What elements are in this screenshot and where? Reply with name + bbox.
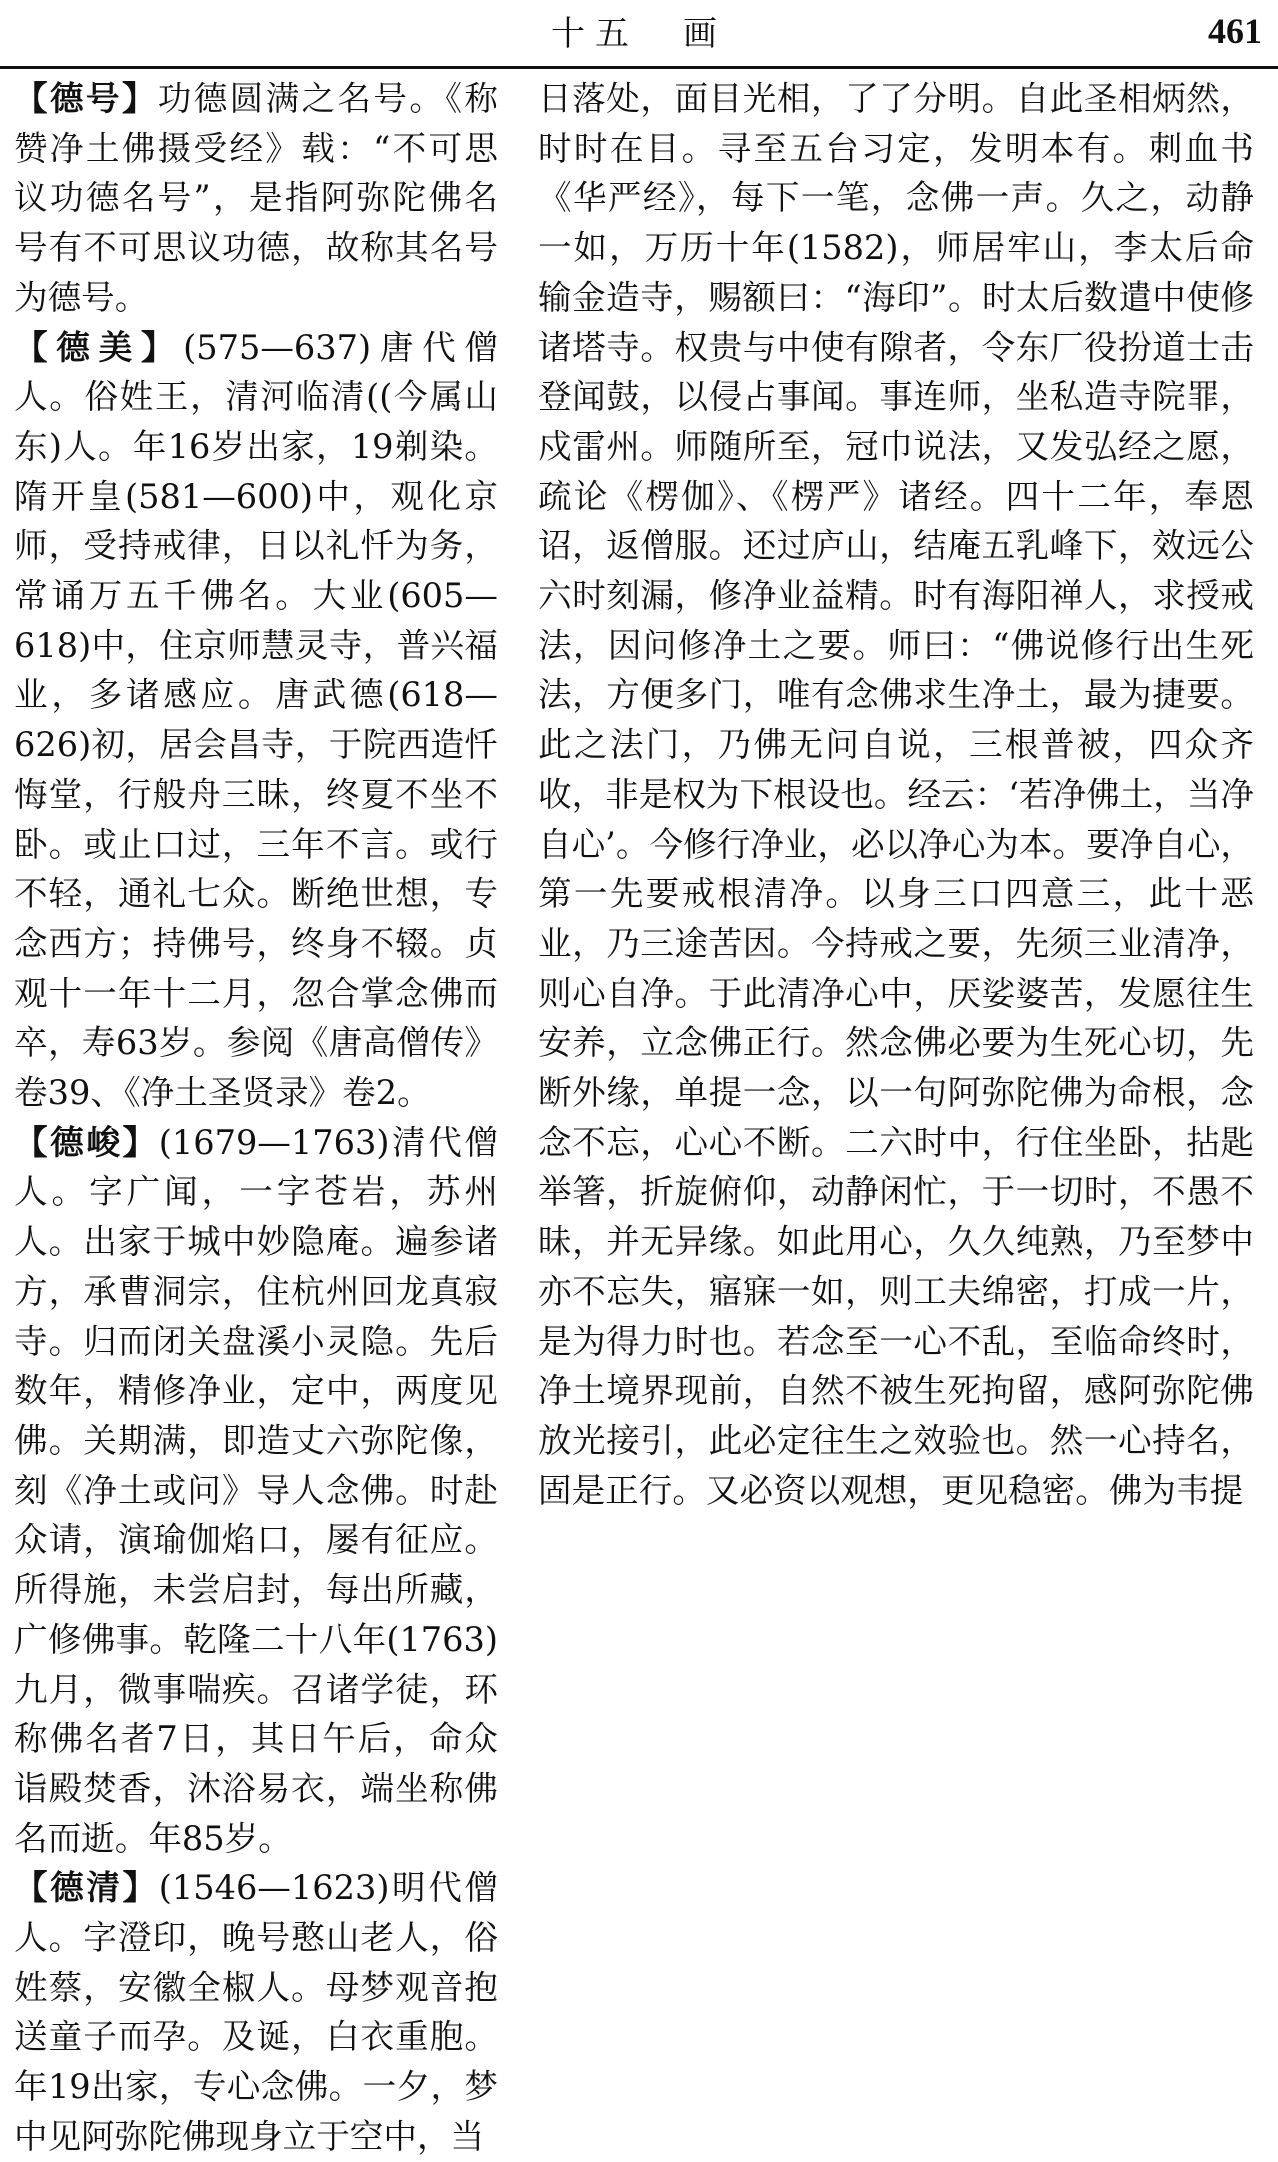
dictionary-entry-dehao bbox=[14, 74, 498, 323]
entry-continuation-deqing: 日落处，面目光相，了了分明。自此圣相炳然，时时在目。寻至五台习定，发明本有。刺血书《华严经》，每下一笔，念佛一声。久之，动静一如，万历十年(1582)，师居牢山，李太后命输金造寺，赐额曰：“海印”。时太后数遣中使修诸塔寺。权贵与中使有隙者，令东厂役扮道士击登闻鼓，以侵占事闻。事连师，坐私造寺院罪，戍雷州。师随所至，冠巾说法，又发弘经之愿，疏论《楞伽》、《楞严》诸经。四十二年，奉恩诏，返僧服。还过庐山，结庵五乳峰下，效远公六时刻漏，修净业益精。时有海阳禅人，求授戒法，因问修净土之要。师曰：“佛说修行出生死法，方便多门，唯有念佛求生净土，最为捷要。此之法门，乃佛无问自说，三根普被，四众齐收，非是权为下根设也。经云：‘若净佛土，当净自心’。今修行净业，必以净心为本。要净自心，第一先要戒根清净。以身三口四意三，此十恶业，乃三途苦因。今持戒之要，先须三业清净，则心自净。于此清净心中，厌娑婆苦，发愿往生安养，立念佛正行。然念佛必要为生死心切，先断外缘，单提一念，以一句阿弥陀佛为命根，念念不忘，心心不断。二六时中，行住坐卧，拈匙举箸，折旋俯仰，动静闲忙，于一切时，不愚不昧，并无异缘。如此用心，久久纯熟，乃至梦中亦不忘失，寤寐一如，则工夫绵密，打成一片，是为得力时也。若念至一心不乱，至临命终时，净土境界现前，自然不被生死拘留，感阿弥陀佛放光接引，此必定往生之效验也。然一心持名，固是正行。又必资以观想，更见稳密。佛为韦提 bbox=[538, 79, 1254, 1510]
dictionary-entry-dejun bbox=[14, 1118, 498, 1864]
dictionary-entry-demei bbox=[14, 323, 498, 1118]
entry-text: (575—637)唐代僧人。俗姓王，清河临清((今属山东)人。年16岁出家，19剃染。隋开皇(581—600)中，观化京师，受持戒律，日以礼忏为务，常诵万五千佛名。大业(605—618)中，住京师慧灵寺，普兴福业，多诸感应。唐武德(618—626)初，居会昌寺，于院西造忏悔堂，行般舟三昧，终夏不坐不卧。或止口过，三年不言。或行不轻，通礼七众。断绝世想，专念西方；持佛号，终身不辍。贞观十一年十二月，忽合掌念佛而卒，寿63岁。参阅《唐高僧传》卷39、《净土圣贤录》卷2。 bbox=[14, 327, 498, 1113]
entry-term: 【德清】 bbox=[14, 1867, 159, 1908]
entry-text: (1679—1763)清代僧人。字广闻，一字苍岩，苏州人。出家于城中妙隐庵。遍参诸方，承曹洞宗，住杭州回龙真寂寺。归而闭关盘溪小灵隐。先后数年，精修净业，定中，两度见佛。关期满，即造丈六弥陀像，刻《净土或问》导人念佛。时赴众请，演瑜伽焰口，屡有征应。所得施，未尝启封，每出所藏，广修佛事。乾隆二十八年(1763)九月，微事喘疾。召诸学徒，环称佛名者7日，其日午后，命众诣殿焚香，沐浴易衣，端坐称佛名而逝。年85岁。 bbox=[14, 1122, 498, 1858]
entry-term: 【德美】 bbox=[14, 326, 184, 367]
right-column bbox=[538, 74, 1254, 1944]
dictionary-entry-deqing bbox=[14, 1863, 498, 2161]
entry-text: (1546—1623)明代僧人。字澄印，晚号憨山老人，俗姓蔡，安徽全椒人。母梦观音抱送童子而孕。及诞，白衣重胞。年19出家，专心念佛。一夕，梦中见阿弥陀佛现身立于空中，当 bbox=[14, 1868, 498, 2156]
page-number: 461 bbox=[1208, 11, 1262, 51]
left-column bbox=[14, 74, 498, 2156]
header-rule bbox=[0, 66, 1278, 69]
chapter-title: 十五 画 bbox=[551, 14, 727, 54]
entry-text: 功德圆满之名号。《称赞净土佛摄受经》载：“不可思议功德名号”，是指阿弥陀佛名号有不可思议功德，故称其名号为德号。 bbox=[14, 79, 498, 317]
entry-term: 【德号】 bbox=[14, 78, 158, 118]
entry-term: 【德峻】 bbox=[14, 1121, 159, 1162]
page-header bbox=[0, 0, 1278, 70]
